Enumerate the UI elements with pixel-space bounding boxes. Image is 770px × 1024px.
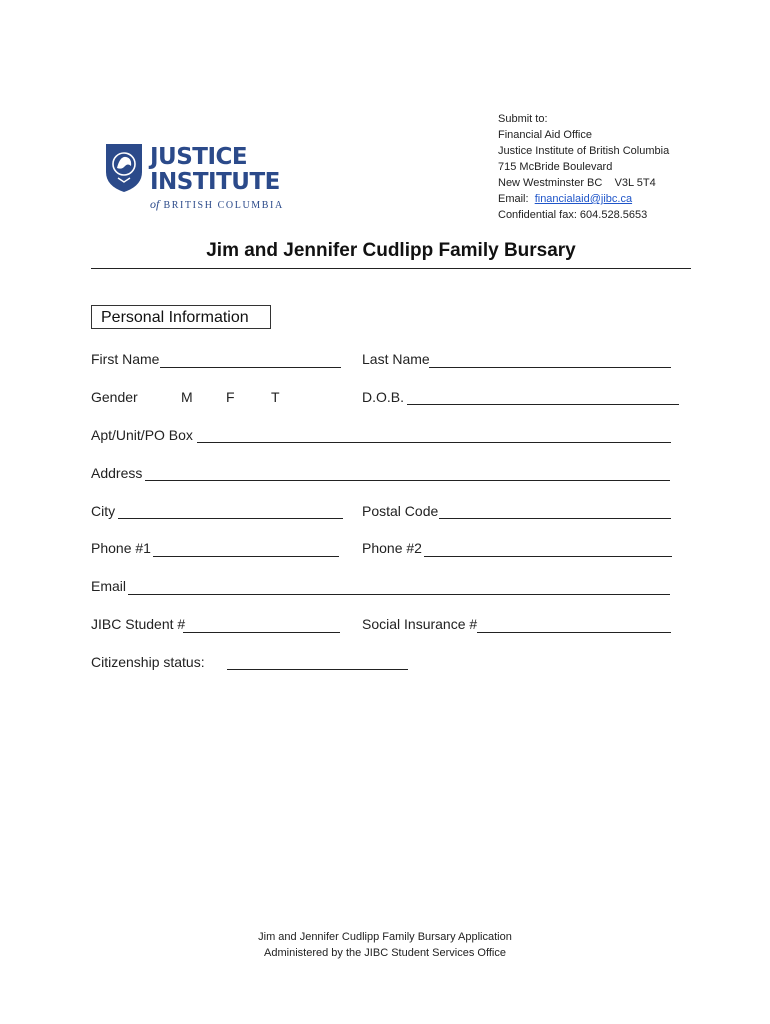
title-divider	[91, 268, 691, 269]
student-number-label: JIBC Student #	[91, 616, 186, 632]
postal-code-field[interactable]	[439, 518, 671, 519]
submit-office: Financial Aid Office	[498, 129, 592, 141]
city-label: City	[91, 503, 116, 519]
submit-heading: Submit to:	[498, 113, 548, 125]
first-name-label: First Name	[91, 351, 160, 367]
last-name-label: Last Name	[362, 351, 430, 367]
submit-org: Justice Institute of British Columbia	[498, 145, 670, 157]
phone2-field[interactable]	[424, 556, 672, 557]
submit-fax: Confidential fax: 604.528.5653	[498, 209, 648, 221]
logo-word-institute: INSTITUTE	[150, 169, 280, 195]
section-personal-information: Personal Information	[91, 305, 271, 329]
gender-option-f[interactable]: F	[226, 389, 235, 405]
phone1-field[interactable]	[153, 556, 339, 557]
email-label: Email	[91, 578, 127, 594]
phone2-label: Phone #2	[362, 540, 422, 556]
logo-word-justice: JUSTICE	[150, 144, 248, 170]
apt-field[interactable]	[197, 442, 671, 443]
sin-label: Social Insurance #	[362, 616, 478, 632]
gender-option-t[interactable]: T	[271, 389, 280, 405]
email-field[interactable]	[128, 594, 670, 595]
citizenship-field[interactable]	[227, 669, 408, 670]
footer-line-2: Administered by the JIBC Student Services Office	[264, 947, 506, 959]
apt-label: Apt/Unit/PO Box	[91, 427, 193, 443]
submit-email-line: Email: financialaid@jibc.ca	[498, 193, 633, 205]
dob-label: D.O.B.	[362, 389, 405, 405]
submit-address-block	[498, 111, 669, 223]
first-name-field[interactable]	[160, 367, 341, 368]
jibc-logo	[104, 142, 304, 214]
address-field[interactable]	[145, 480, 670, 481]
crest-icon	[104, 142, 144, 194]
phone1-label: Phone #1	[91, 540, 151, 556]
last-name-field[interactable]	[429, 367, 671, 368]
gender-option-m[interactable]: M	[181, 389, 193, 405]
postal-code-label: Postal Code	[362, 503, 439, 519]
city-field[interactable]	[118, 518, 343, 519]
logo-subtitle: of BRITISH COLUMBIA	[150, 197, 284, 211]
footer-line-1: Jim and Jennifer Cudlipp Family Bursary Application	[258, 931, 512, 943]
email-link[interactable]: financialaid@jibc.ca	[534, 193, 633, 205]
student-number-field[interactable]	[183, 632, 340, 633]
citizenship-label: Citizenship status:	[91, 654, 205, 670]
submit-city-line: New Westminster BC V3L 5T4	[498, 177, 656, 189]
dob-field[interactable]	[407, 404, 679, 405]
submit-street: 715 McBride Boulevard	[498, 161, 613, 173]
gender-label: Gender	[91, 389, 138, 405]
sin-field[interactable]	[477, 632, 671, 633]
page-title: Jim and Jennifer Cudlipp Family Bursary	[206, 240, 576, 261]
address-label: Address	[91, 465, 143, 481]
